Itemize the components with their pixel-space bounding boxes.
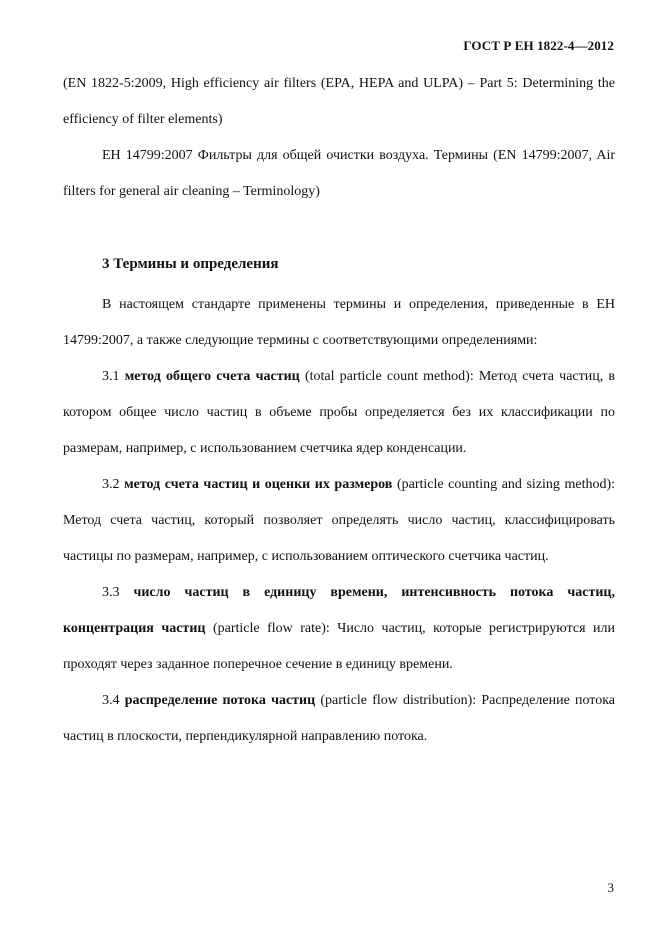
standard-code-header: ГОСТ Р ЕН 1822-4—2012 [463, 38, 614, 53]
document-body [63, 66, 615, 755]
reference-en1822-continuation: (EN 1822-5:2009, High efficiency air filters (EPA, HEPA and ULPA) – Part 5: Determining the efficiency of filter elements) [63, 76, 615, 127]
term-name: число частиц в единицу времени, интенсивность потока частиц, концентрация частиц [63, 585, 615, 636]
page-number: 3 [607, 880, 614, 895]
section-heading: 3 Термины и определения [102, 256, 279, 272]
term-definition: (particle counting and sizing method): Метод счета частиц, который позволяет определять число частиц, классифицировать частицы по размерам, например, с использованием оптического счетчика частиц. [63, 477, 616, 564]
term-entry-3-3 [63, 575, 615, 683]
term-entry-3-2 [63, 467, 615, 575]
term-name: распределение потока частиц [124, 693, 316, 708]
term-name: метод счета частиц и оценки их размеров [124, 477, 393, 492]
term-entry-3-1 [63, 359, 615, 467]
term-definition: (particle flow distribution): Распределение потока частиц в плоскости, перпендикулярной направлению потока. [63, 693, 616, 744]
section-intro: В настоящем стандарте применены термины и определения, приведенные в ЕН 14799:2007, а также следующие термины с соответствующими определениями: [63, 297, 615, 348]
term-definition: (total particle count method): Метод счета частиц, в котором общее число частиц в объеме пробы определяется без их классификации по размерам, например, с использованием счетчика ядер конденсации. [63, 369, 616, 456]
term-number: 3.4 [102, 693, 120, 708]
reference-en14799: ЕН 14799:2007 Фильтры для общей очистки воздуха. Термины (EN 14799:2007, Air filters for general air cleaning – Terminology) [63, 148, 615, 199]
term-name: метод общего счета частиц [124, 369, 300, 384]
term-number: 3.2 [102, 477, 120, 492]
term-number: 3.1 [102, 369, 120, 384]
term-definition: (particle flow rate): Число частиц, которые регистрируются или проходят через заданное поперечное сечение в единицу времени. [63, 621, 615, 672]
term-entry-3-4 [63, 683, 615, 755]
term-number: 3.3 [102, 585, 120, 600]
